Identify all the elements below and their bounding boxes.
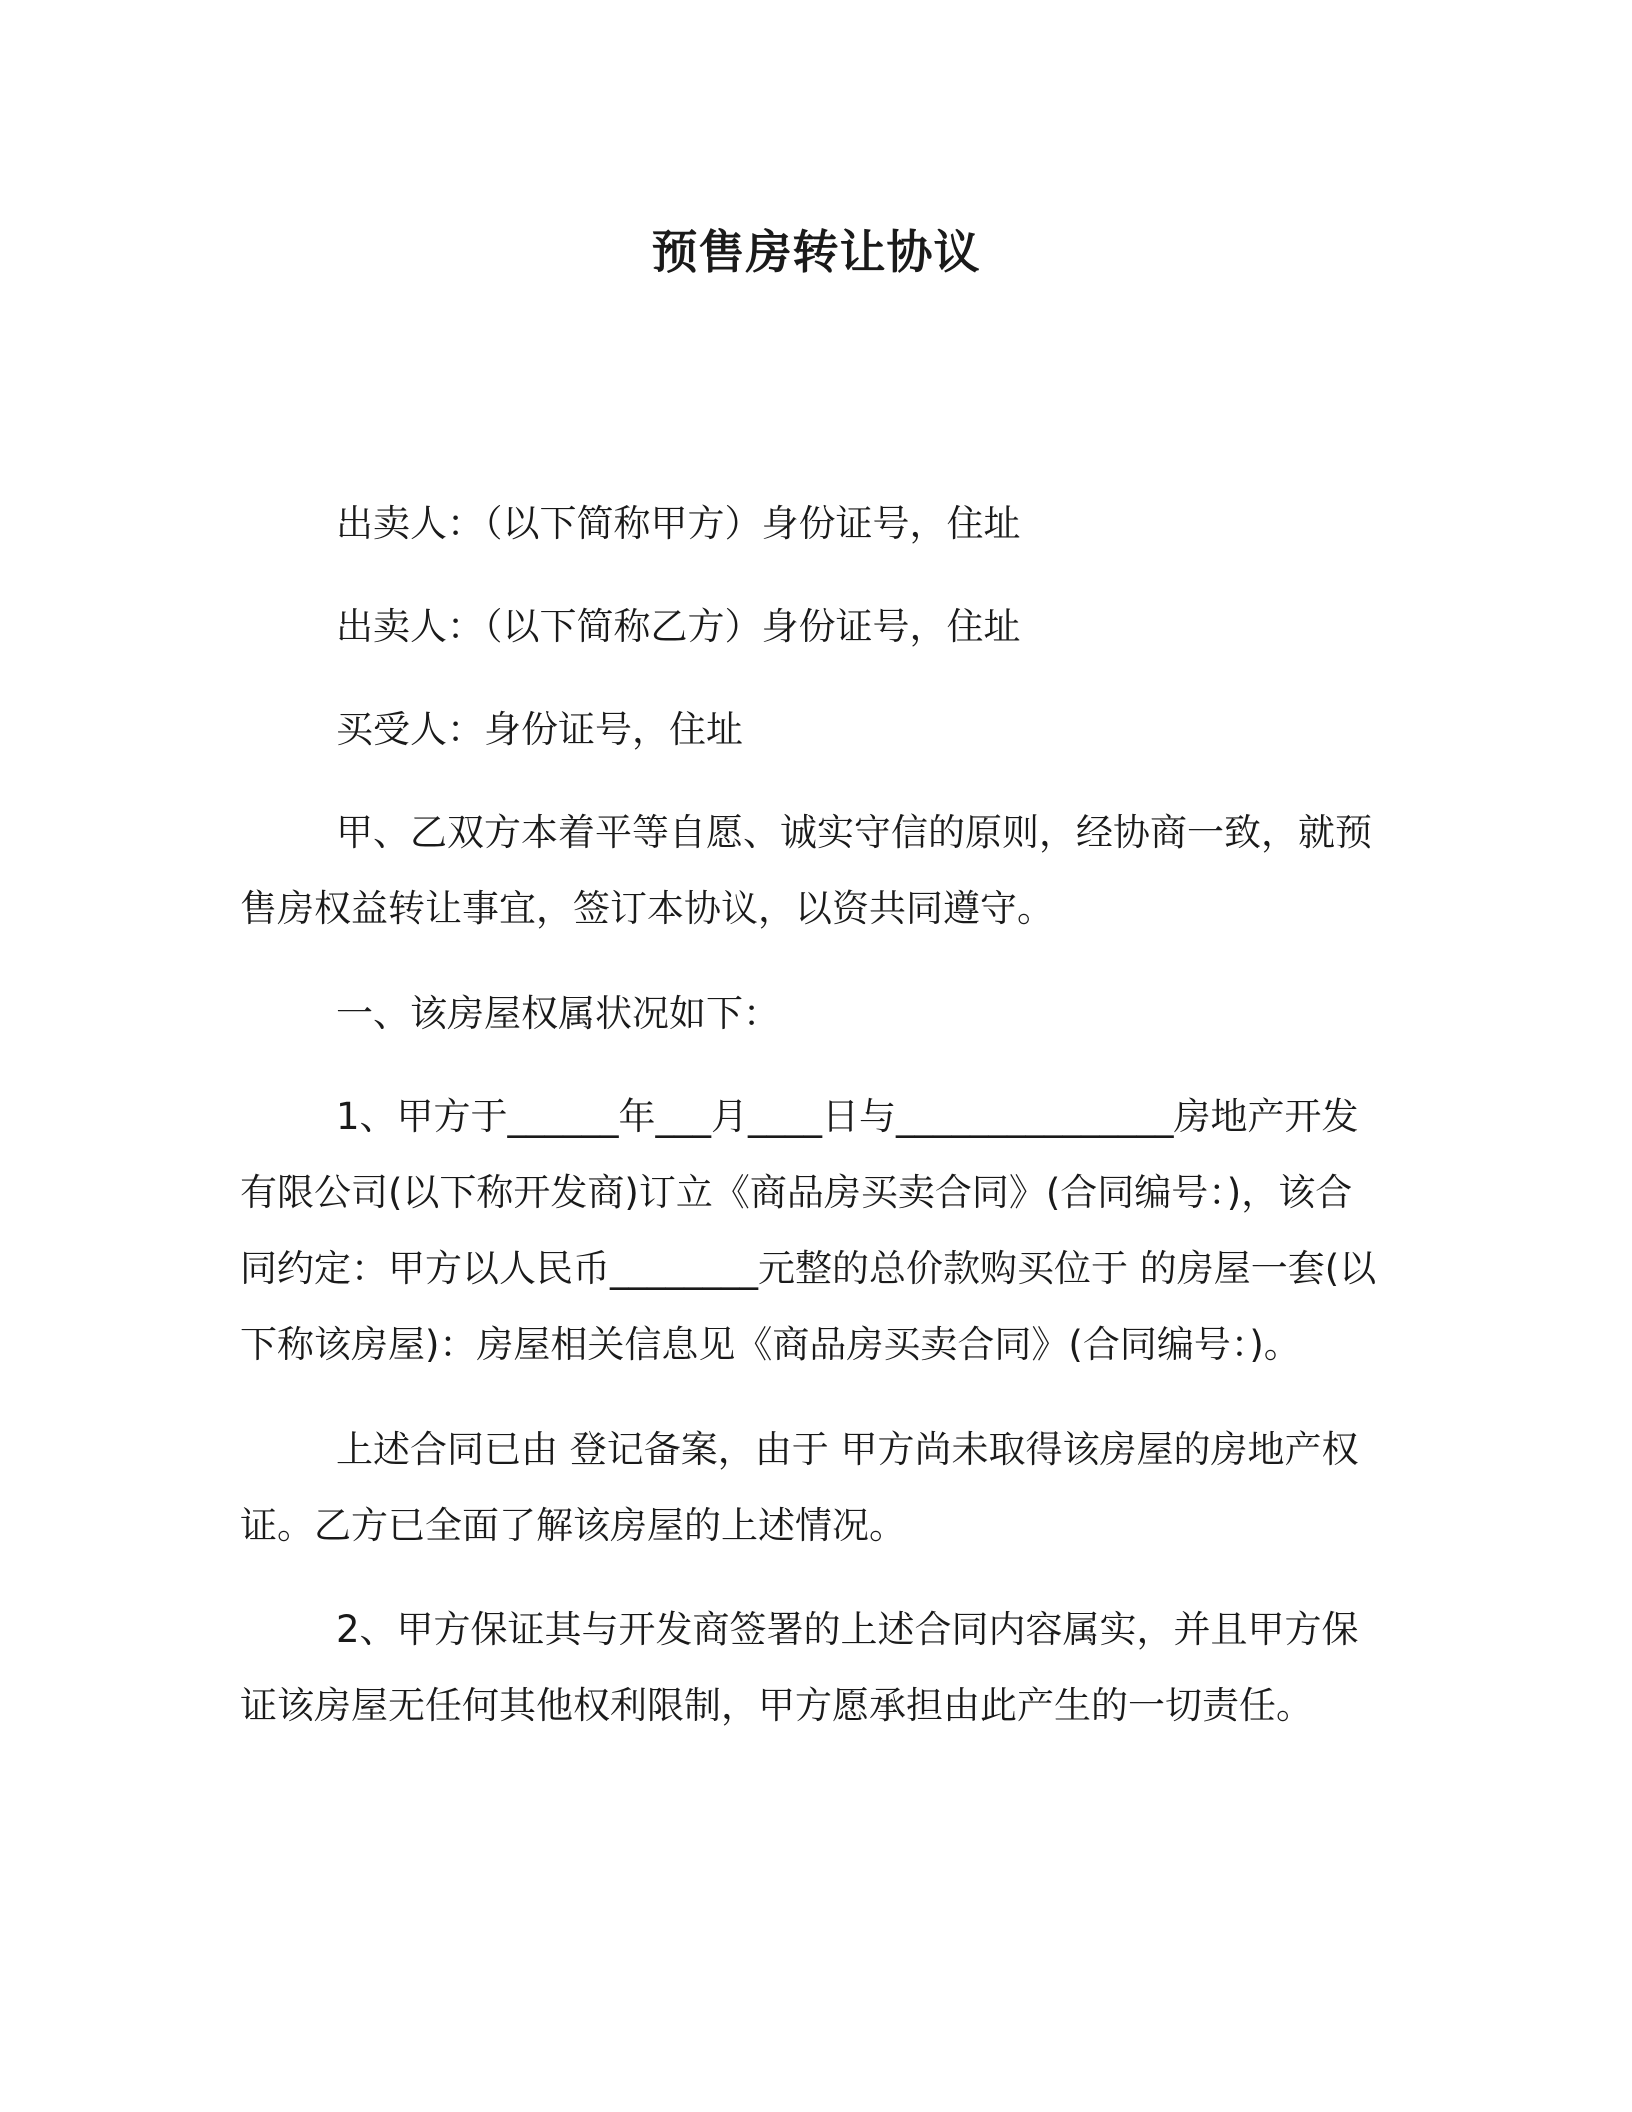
intro-paragraph: 甲、乙双方本着平等自愿、诚实守信的原则，经协商一致，就预售房权益转让事宜，签订本协议，以资共同遵守。 <box>240 811 1372 930</box>
clause-1: 1、甲方于______年___月____日与_______________房地产开发有限公司(以下称开发商)订立《商品房买卖合同》(合同编号：)，该合同约定：甲方以人民币________元整的总价款购买位于 的房屋一套(以下称该房屋)：房屋相关信息见《商品房买卖合同》(合同编号：)。 <box>240 1095 1377 1366</box>
party-seller-b: 出卖人：（以下简称乙方）身份证号，住址 <box>336 605 1021 648</box>
document-title: 预售房转让协议 <box>651 225 981 279</box>
party-seller-a: 出卖人：（以下简称甲方）身份证号，住址 <box>336 502 1021 545</box>
party-buyer: 买受人：身份证号，住址 <box>336 708 743 751</box>
section-heading-1: 一、该房屋权属状况如下： <box>336 992 780 1035</box>
clause-2: 2、甲方保证其与开发商签署的上述合同内容属实，并且甲方保证该房屋无任何其他权利限制，甲方愿承担由此产生的一切责任。 <box>240 1608 1359 1727</box>
clause-1-note: 上述合同已由 登记备案，由于 甲方尚未取得该房屋的房地产权证。乙方已全面了解该房屋的上述情况。 <box>240 1428 1359 1547</box>
